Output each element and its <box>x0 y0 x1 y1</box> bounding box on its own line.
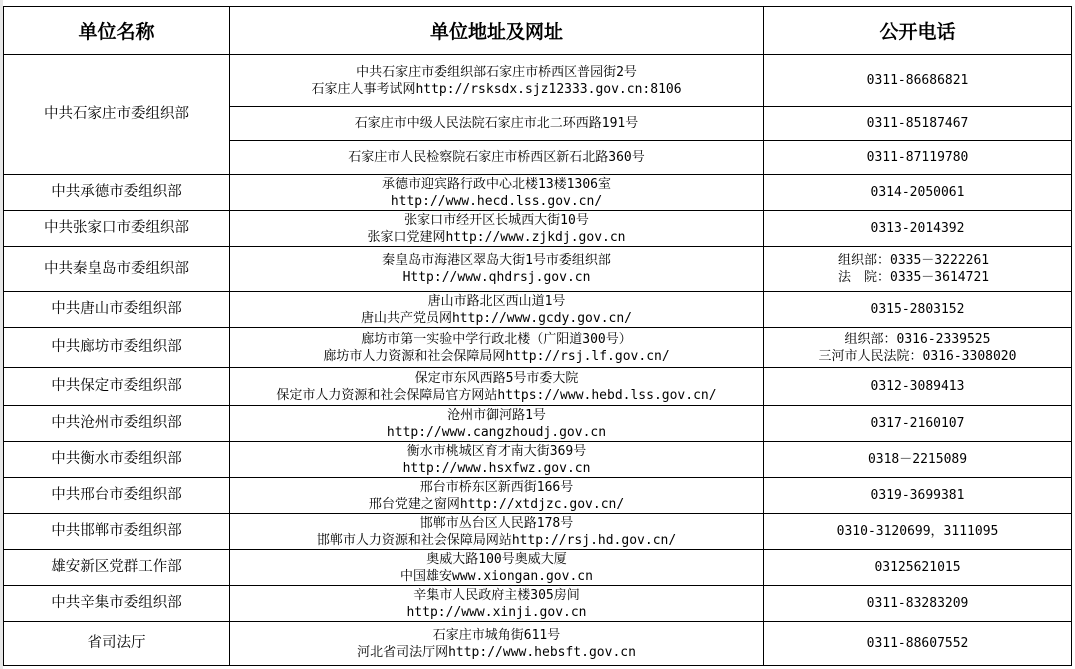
phone-number: 0318－2215089 <box>867 452 968 467</box>
phone-number: 0311-88607552 <box>866 636 969 651</box>
address-url[interactable]: 中国雄安www.xiongan.gov.cn <box>400 568 593 584</box>
header-row <box>4 7 1072 55</box>
table-row <box>4 442 1072 478</box>
address-cell <box>230 141 764 175</box>
phone-cell <box>764 175 1072 211</box>
address-url[interactable]: http://www.cangzhoudj.gov.cn <box>386 424 607 440</box>
address-line: 奥威大路100号奥威大厦 <box>426 551 567 567</box>
phone-cell <box>764 514 1072 550</box>
address-cell <box>230 175 764 211</box>
address-cell <box>230 478 764 514</box>
address-line: 唐山市路北区西山道1号 <box>427 293 566 309</box>
phone-cell <box>764 107 1072 141</box>
unit-name-cell: 中共邯郸市委组织部 <box>4 514 230 550</box>
address-line: 邢台市桥东区新西街166号 <box>419 479 574 495</box>
address-url[interactable]: http://www.xinji.gov.cn <box>406 604 587 620</box>
phone-cell <box>764 478 1072 514</box>
address-cell <box>230 442 764 478</box>
unit-name-cell: 中共保定市委组织部 <box>4 368 230 406</box>
address-line: 张家口市经开区长城西大街10号 <box>404 212 589 228</box>
phone-cell <box>764 328 1072 368</box>
address-url[interactable]: Http://www.qhdrsj.gov.cn <box>402 270 591 285</box>
address-cell <box>230 622 764 666</box>
phone-cell <box>764 622 1072 666</box>
address-line: 秦皇岛市海港区翠岛大街1号市委组织部 <box>382 253 611 268</box>
phone-number: 法 院：0335－3614721 <box>838 270 990 285</box>
unit-name-cell: 中共辛集市委组织部 <box>4 586 230 622</box>
table-row <box>4 211 1072 247</box>
unit-name-cell: 雄安新区党群工作部 <box>4 550 230 586</box>
unit-name-cell: 中共石家庄市委组织部 <box>4 55 230 175</box>
phone-cell <box>764 292 1072 328</box>
phone-cell <box>764 247 1072 292</box>
address-line: 中共石家庄市委组织部石家庄市桥西区普园街2号 <box>356 64 637 80</box>
phone-number: 0319-3699381 <box>870 488 965 503</box>
address-line: 石家庄市人民检察院石家庄市桥西区新石北路360号 <box>348 150 645 165</box>
address-line: 衡水市桃城区育才南大街369号 <box>406 443 587 459</box>
phone-cell <box>764 442 1072 478</box>
address-url[interactable]: http://www.hecd.lss.gov.cn/ <box>390 193 603 209</box>
header-unit-name: 单位名称 <box>4 7 230 55</box>
table-row <box>4 328 1072 368</box>
phone-cell <box>764 368 1072 406</box>
phone-number: 0311-83283209 <box>866 596 969 611</box>
unit-name-cell: 中共承德市委组织部 <box>4 175 230 211</box>
address-cell <box>230 550 764 586</box>
phone-cell <box>764 586 1072 622</box>
address-url[interactable]: 张家口党建网http://www.zjkdj.gov.cn <box>367 229 626 245</box>
address-url[interactable]: 廊坊市人力资源和社会保障局网http://rsj.lf.gov.cn/ <box>323 348 670 364</box>
address-cell <box>230 586 764 622</box>
address-cell <box>230 211 764 247</box>
address-cell <box>230 292 764 328</box>
phone-number: 03125621015 <box>874 560 961 575</box>
phone-number: 0311-86686821 <box>866 73 969 88</box>
address-url[interactable]: 保定市人力资源和社会保障局官方网站https://www.hebd.lss.gov.cn/ <box>276 387 717 403</box>
unit-name-cell: 中共廊坊市委组织部 <box>4 328 230 368</box>
address-cell <box>230 368 764 406</box>
table-row <box>4 514 1072 550</box>
address-cell <box>230 247 764 292</box>
phone-number: 0317-2160107 <box>870 416 965 431</box>
contact-table <box>3 6 1072 666</box>
address-url[interactable]: http://www.hsxfwz.gov.cn <box>402 460 591 476</box>
address-url[interactable]: 唐山共产党员网http://www.gcdy.gov.cn/ <box>360 310 632 326</box>
unit-name-cell: 中共唐山市委组织部 <box>4 292 230 328</box>
address-line: 承德市迎宾路行政中心北楼13楼1306室 <box>382 176 611 192</box>
address-line: 沧州市御河路1号 <box>447 407 546 423</box>
address-url[interactable]: 河北省司法厅网http://www.hebsft.gov.cn <box>357 644 636 660</box>
unit-name-cell: 中共邢台市委组织部 <box>4 478 230 514</box>
address-url[interactable]: 石家庄人事考试网http://rsksdx.sjz12333.gov.cn:8106 <box>311 81 682 97</box>
phone-cell <box>764 550 1072 586</box>
phone-number: 组织部：0316-2339525 <box>844 331 991 347</box>
unit-name-cell: 中共秦皇岛市委组织部 <box>4 247 230 292</box>
table-row <box>4 406 1072 442</box>
address-line: 石家庄市城角街611号 <box>432 627 561 643</box>
address-line: 石家庄市中级人民法院石家庄市北二环西路191号 <box>354 116 639 131</box>
unit-name-cell: 中共张家口市委组织部 <box>4 211 230 247</box>
table-row <box>4 175 1072 211</box>
address-line: 邯郸市丛台区人民路178号 <box>419 515 574 531</box>
table-row <box>4 622 1072 666</box>
phone-number: 0311-85187467 <box>866 116 969 131</box>
phone-number: 0312-3089413 <box>870 379 965 394</box>
table-row <box>4 586 1072 622</box>
table-row <box>4 55 1072 107</box>
phone-number: 0310-3120699，3111095 <box>836 524 999 539</box>
address-cell <box>230 107 764 141</box>
address-line: 辛集市人民政府主楼305房间 <box>413 587 580 603</box>
phone-cell <box>764 406 1072 442</box>
phone-number: 0311-87119780 <box>866 150 969 165</box>
unit-name-cell: 中共沧州市委组织部 <box>4 406 230 442</box>
address-cell <box>230 514 764 550</box>
phone-cell <box>764 55 1072 107</box>
address-line: 廊坊市第一实验中学行政北楼（广阳道300号） <box>361 331 632 347</box>
phone-cell <box>764 211 1072 247</box>
phone-cell <box>764 141 1072 175</box>
table-row <box>4 292 1072 328</box>
phone-number: 三河市人民法院：0316-3308020 <box>818 348 1017 364</box>
address-line: 保定市东风西路5号市委大院 <box>414 370 579 386</box>
phone-number: 0315-2803152 <box>870 302 965 317</box>
address-cell <box>230 55 764 107</box>
table-row <box>4 550 1072 586</box>
table-row <box>4 247 1072 292</box>
address-cell <box>230 328 764 368</box>
table-row <box>4 478 1072 514</box>
table-row <box>4 368 1072 406</box>
address-cell <box>230 406 764 442</box>
header-phone: 公开电话 <box>764 7 1072 55</box>
address-url[interactable]: 邢台党建之窗网http://xtdjzc.gov.cn/ <box>368 496 625 512</box>
phone-number: 0314-2050061 <box>870 185 965 200</box>
unit-name-cell: 中共衡水市委组织部 <box>4 442 230 478</box>
header-address: 单位地址及网址 <box>230 7 764 55</box>
phone-number: 组织部：0335－3222261 <box>838 253 990 268</box>
address-url[interactable]: 邯郸市人力资源和社会保障局网站http://rsj.hd.gov.cn/ <box>316 532 677 548</box>
phone-number: 0313-2014392 <box>870 221 965 236</box>
unit-name-cell: 省司法厅 <box>4 622 230 666</box>
